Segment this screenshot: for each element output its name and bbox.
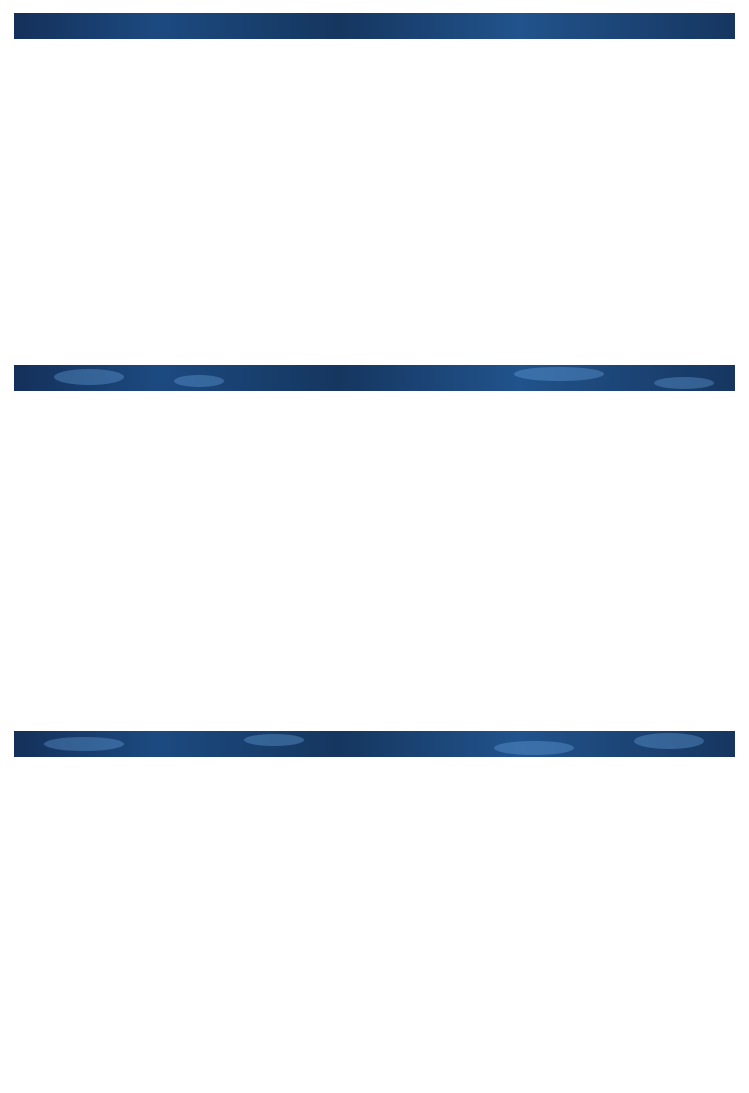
team-row <box>56 208 694 232</box>
region-row <box>56 190 694 208</box>
day2-banner <box>14 731 735 757</box>
day1-banner <box>14 365 735 391</box>
title-banner <box>14 13 735 39</box>
bracket-teams <box>56 190 694 232</box>
